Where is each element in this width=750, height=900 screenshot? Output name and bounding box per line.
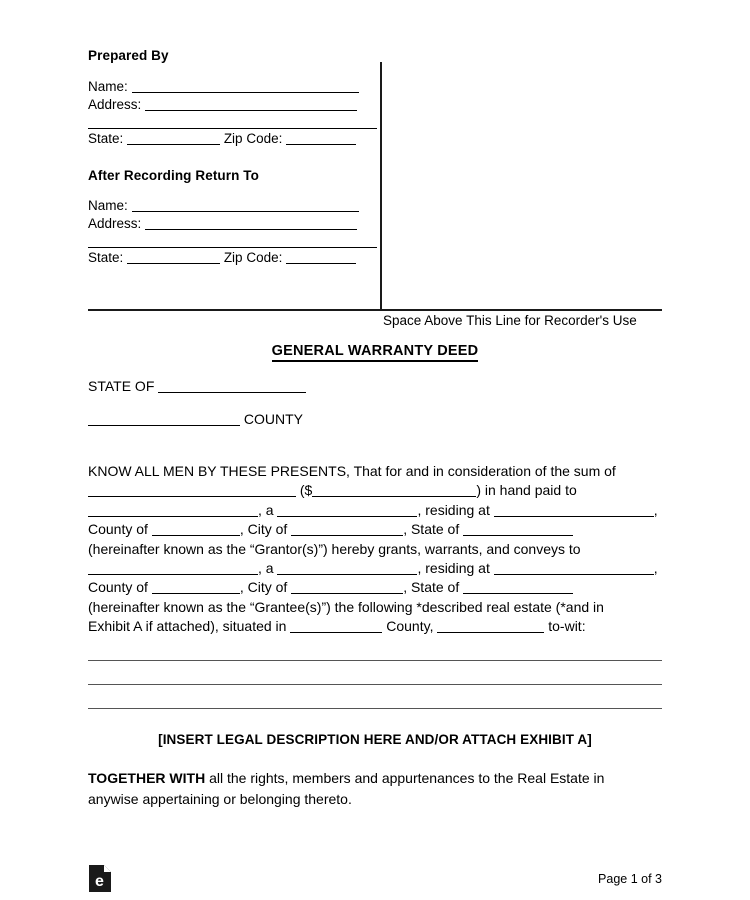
after-recording-name-label: Name: bbox=[88, 198, 128, 214]
situated-suffix-label: to-wit: bbox=[548, 618, 586, 635]
grantor-state-label: , State of bbox=[403, 521, 460, 538]
grantor-a-label: , a bbox=[258, 501, 274, 518]
after-recording-address-row bbox=[88, 215, 378, 233]
body-line-grantor-clause: (hereinafter known as the “Grantor(s)”) hereby grants, warrants, and conveys to bbox=[88, 540, 581, 557]
page-title bbox=[0, 343, 750, 359]
together-with-text: all the rights, members and appurtenances to the Real Estate in anywise appertaining or belonging thereto. bbox=[88, 770, 605, 807]
body-line-grantee-clause: (hereinafter known as the “Grantee(s)”) the following *described real estate (*and in bbox=[88, 598, 604, 615]
prepared-by-address-label: Address: bbox=[88, 96, 142, 112]
grantor-state-input[interactable] bbox=[463, 522, 573, 536]
grantor-residing-label: , residing at bbox=[417, 501, 490, 518]
state-of-row bbox=[88, 378, 306, 394]
after-recording-address-label: Address: bbox=[88, 216, 142, 232]
after-recording-address-input-2[interactable] bbox=[88, 247, 377, 248]
body-line-amount bbox=[88, 481, 666, 500]
recorder-use-note: Space Above This Line for Recorder's Use bbox=[383, 313, 637, 328]
county-label: COUNTY bbox=[243, 411, 304, 427]
grantee-name-input[interactable] bbox=[88, 561, 258, 575]
after-recording-name-input[interactable] bbox=[132, 198, 359, 212]
after-recording-state-input[interactable] bbox=[127, 250, 220, 264]
after-recording-heading: After Recording Return To bbox=[88, 167, 259, 183]
legal-description-input-3[interactable] bbox=[88, 708, 662, 709]
prepared-by-address-input-2[interactable] bbox=[88, 128, 377, 129]
grantor-name-input[interactable] bbox=[88, 503, 258, 517]
grantor-address-input[interactable] bbox=[494, 503, 654, 517]
after-recording-zip-input[interactable] bbox=[286, 250, 356, 264]
body-line-grantor-name bbox=[88, 501, 666, 520]
together-with-paragraph bbox=[88, 768, 658, 810]
grantee-state-label: , State of bbox=[403, 579, 460, 596]
page-number: Page 1 of 3 bbox=[598, 872, 662, 886]
currency-suffix: ) in hand paid to bbox=[476, 482, 577, 499]
prepared-by-name-input[interactable] bbox=[132, 79, 359, 93]
grantor-trailing-comma: , bbox=[653, 501, 658, 518]
grantor-county-input[interactable] bbox=[152, 522, 240, 536]
grantee-trailing-comma: , bbox=[653, 560, 658, 577]
recorder-vertical-divider bbox=[380, 62, 382, 311]
body-line-grantee-location bbox=[88, 578, 666, 597]
recorder-header-block bbox=[88, 48, 662, 267]
after-recording-zip-label: Zip Code: bbox=[223, 250, 283, 266]
grantee-county-label: County of bbox=[88, 579, 148, 596]
after-recording-state-zip-row bbox=[88, 249, 378, 267]
county-input[interactable] bbox=[88, 412, 240, 426]
document-page-icon bbox=[88, 864, 112, 893]
state-of-input[interactable] bbox=[158, 379, 306, 393]
situated-county-label: County, bbox=[386, 618, 434, 635]
prepared-by-name-label: Name: bbox=[88, 78, 128, 94]
grantee-city-label: , City of bbox=[239, 579, 288, 596]
grantee-address-input[interactable] bbox=[494, 561, 654, 575]
county-row bbox=[88, 411, 303, 427]
grantor-city-input[interactable] bbox=[291, 522, 403, 536]
body-line-situated bbox=[88, 617, 666, 636]
grantee-type-input[interactable] bbox=[277, 561, 417, 575]
legal-description-input-1[interactable] bbox=[88, 660, 662, 661]
prepared-by-name-row bbox=[88, 78, 378, 96]
grantee-state-input[interactable] bbox=[463, 580, 573, 594]
prepared-by-section bbox=[88, 48, 378, 267]
eforms-logo bbox=[88, 864, 112, 893]
grantee-city-input[interactable] bbox=[291, 580, 403, 594]
situated-county-input[interactable] bbox=[290, 619, 382, 633]
grantee-county-input[interactable] bbox=[152, 580, 240, 594]
prepared-by-zip-input[interactable] bbox=[286, 131, 356, 145]
currency-prefix: ($ bbox=[299, 482, 313, 499]
body-line-grantee-name bbox=[88, 559, 666, 578]
legal-description-input-2[interactable] bbox=[88, 684, 662, 685]
prepared-by-zip-label: Zip Code: bbox=[223, 130, 283, 146]
prepared-by-address-input[interactable] bbox=[145, 97, 357, 111]
amount-words-input[interactable] bbox=[88, 483, 296, 497]
recorder-horizontal-rule bbox=[88, 309, 662, 311]
after-recording-state-label: State: bbox=[88, 250, 124, 266]
situated-prefix-label: Exhibit A if attached), situated in bbox=[88, 618, 287, 635]
legal-description-heading: [INSERT LEGAL DESCRIPTION HERE AND/OR ATTACH EXHIBIT A] bbox=[158, 732, 592, 747]
prepared-by-state-label: State: bbox=[88, 130, 124, 146]
prepared-by-address-row bbox=[88, 96, 378, 114]
legal-description-lines bbox=[88, 660, 662, 732]
amount-figures-input[interactable] bbox=[312, 483, 476, 497]
after-recording-name-row bbox=[88, 197, 378, 215]
after-recording-address-input[interactable] bbox=[145, 216, 357, 230]
logo-letter: e bbox=[95, 873, 104, 890]
body-line-grantor-location bbox=[88, 520, 666, 539]
grantee-a-label: , a bbox=[258, 560, 274, 577]
deed-body bbox=[88, 462, 666, 637]
page-title-text: GENERAL WARRANTY DEED bbox=[272, 343, 479, 362]
grantor-type-input[interactable] bbox=[277, 503, 417, 517]
grantor-county-label: County of bbox=[88, 521, 148, 538]
prepared-by-state-input[interactable] bbox=[127, 131, 220, 145]
state-of-label: STATE OF bbox=[88, 378, 155, 394]
prepared-by-heading: Prepared By bbox=[88, 48, 169, 63]
together-with-lead: TOGETHER WITH bbox=[88, 770, 206, 786]
situated-state-input[interactable] bbox=[437, 619, 544, 633]
body-line-consideration: KNOW ALL MEN BY THESE PRESENTS, That for and in consideration of the sum of bbox=[88, 463, 616, 479]
grantor-city-label: , City of bbox=[239, 521, 288, 538]
prepared-by-state-zip-row bbox=[88, 130, 378, 148]
grantee-residing-label: , residing at bbox=[417, 560, 490, 577]
